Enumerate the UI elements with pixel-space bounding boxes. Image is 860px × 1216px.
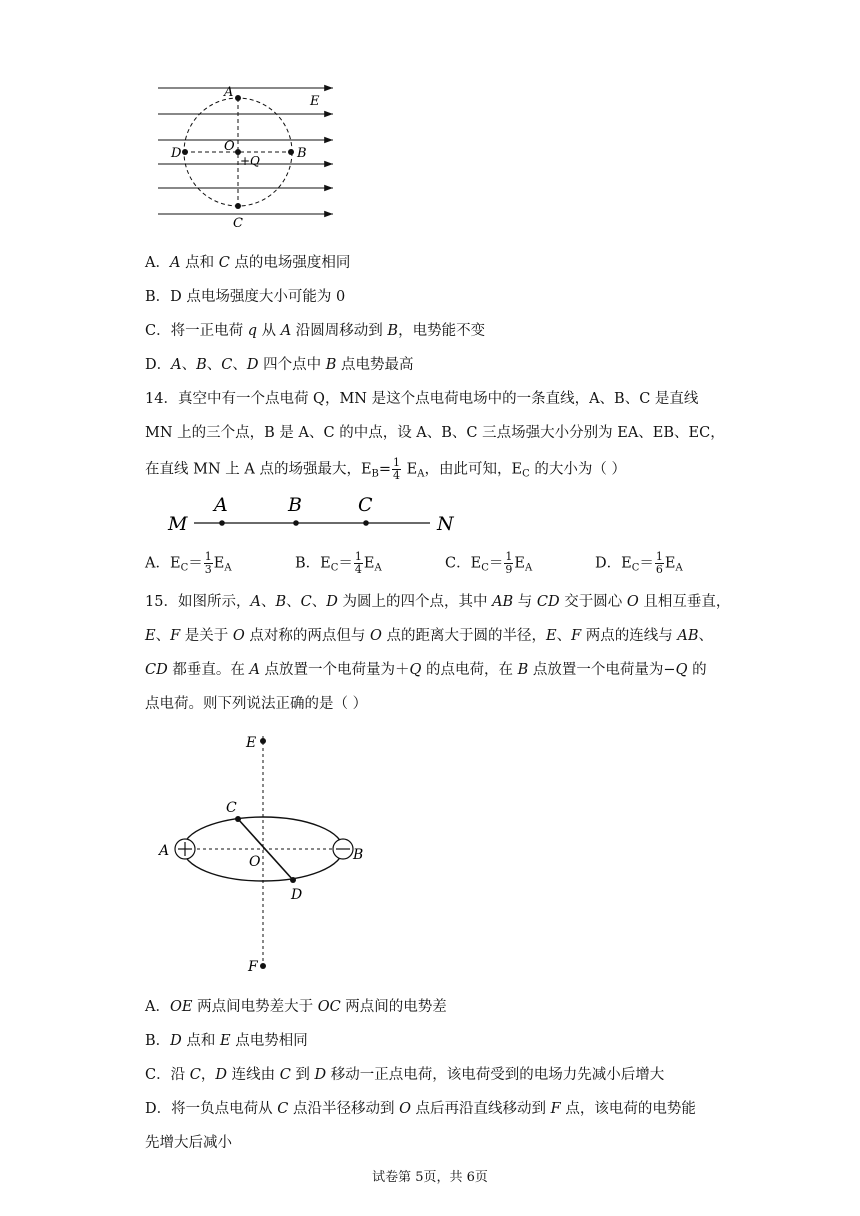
- italic-text: E: [220, 1033, 231, 1049]
- text: B．D 点电场强度大小可能为 0: [145, 289, 346, 305]
- text: 、: [311, 594, 327, 610]
- text: 点，该电荷的电势能: [560, 1101, 696, 1117]
- text: ＝: [639, 555, 654, 572]
- point-D: [182, 149, 188, 155]
- italic-text: C: [277, 1101, 289, 1117]
- denominator: 9: [505, 563, 513, 576]
- subscript: B: [371, 468, 379, 480]
- fraction: [354, 551, 363, 576]
- italic-text: O: [399, 1101, 411, 1117]
- text: 、: [232, 357, 247, 373]
- option-label: A．: [145, 255, 170, 271]
- label-F: F: [248, 959, 258, 975]
- q15-option-C: [145, 1065, 664, 1085]
- text: 点沿半径移动到: [288, 1101, 400, 1117]
- q15-option-D: [145, 1099, 696, 1119]
- text: 都垂直。在: [167, 662, 250, 678]
- text: E: [664, 555, 676, 572]
- text: E: [402, 461, 418, 478]
- italic-text: C: [189, 1067, 201, 1083]
- italic-text: C: [221, 357, 233, 373]
- text: D．E: [595, 555, 632, 572]
- label-C: C: [358, 494, 373, 516]
- text: C．将一正电荷: [145, 323, 248, 339]
- italic-text: A: [280, 323, 292, 339]
- text: 的点电荷，在: [421, 662, 518, 678]
- italic-text: D: [326, 594, 338, 610]
- text: 、: [698, 628, 713, 644]
- q14-option-C: [445, 551, 532, 579]
- italic-text: C: [218, 255, 230, 271]
- text: 、: [181, 357, 197, 373]
- italic-text: A: [249, 662, 260, 678]
- text: E: [213, 555, 225, 572]
- text: 、: [206, 357, 222, 373]
- text: 四个点中: [258, 357, 326, 373]
- italic-text: q: [247, 323, 257, 339]
- text: ，由此可知，E: [424, 461, 523, 478]
- label-D: D: [291, 887, 303, 903]
- point-B: [293, 520, 299, 526]
- text: 两点的连线与: [581, 628, 678, 644]
- label-A: A: [224, 85, 234, 100]
- numerator: 1: [204, 550, 212, 563]
- point-B: [288, 149, 294, 155]
- text: 两点间电势差大于: [192, 999, 318, 1015]
- q14-option-D: [595, 551, 683, 579]
- fraction: [655, 551, 664, 576]
- point-F: [260, 963, 266, 969]
- italic-text: D: [170, 1033, 182, 1049]
- text: 点放置一个电荷量为−: [528, 662, 676, 678]
- italic-text: C: [279, 1067, 291, 1083]
- label-O: O: [249, 854, 261, 870]
- text: 、: [556, 628, 572, 644]
- q14-line-2: MN 上的三个点，B 是 A、C 的中点，设 A、B、C 三点场强大小分别为 EA、EB、EC，: [145, 425, 725, 441]
- point-C: [235, 816, 241, 822]
- subscript: A: [374, 562, 382, 574]
- point-C: [363, 520, 369, 526]
- text: 点电势相同: [230, 1033, 308, 1049]
- italic-text: Q: [675, 662, 688, 678]
- text: E: [363, 555, 375, 572]
- text: 15．如图所示，: [145, 594, 251, 610]
- italic-text: B: [275, 594, 287, 610]
- italic-text: E: [145, 628, 156, 644]
- q15-line-2: [145, 626, 713, 646]
- label-B: B: [288, 494, 302, 516]
- denominator: 4: [354, 563, 362, 576]
- italic-text: OC: [317, 999, 341, 1015]
- italic-text: Q: [409, 662, 422, 678]
- q15-line-3: [145, 660, 707, 680]
- italic-text: CD: [145, 662, 168, 678]
- text: 、: [155, 628, 171, 644]
- q14-option-B: [295, 551, 382, 579]
- text: 、: [260, 594, 276, 610]
- numerator: 1: [505, 550, 513, 563]
- text: 点的电场强度相同: [229, 255, 351, 271]
- italic-text: D: [314, 1067, 327, 1083]
- text: E: [514, 555, 525, 572]
- page-footer: 试卷第 5页，共 6页: [372, 1170, 488, 1185]
- q15-option-A: [145, 997, 447, 1017]
- text: 在直线 MN 上 A 点的场强最大，E: [145, 461, 372, 478]
- text: 点后再沿直线移动到: [410, 1101, 551, 1117]
- text: 的: [687, 662, 707, 678]
- text: 移动一正点电荷，该电荷受到的电场力先减小后增大: [326, 1067, 665, 1083]
- numerator: 1: [354, 550, 362, 563]
- italic-text: C: [300, 594, 312, 610]
- italic-text: B: [517, 662, 529, 678]
- italic-text: CD: [536, 594, 560, 610]
- subscript: A: [524, 562, 533, 574]
- text: ＝: [338, 555, 353, 572]
- denominator: 3: [204, 563, 212, 576]
- subscript: C: [481, 562, 489, 574]
- q14-option-A: [145, 551, 232, 579]
- italic-text: D: [246, 357, 259, 373]
- q13-figure: [150, 78, 350, 233]
- text: 的大小为（ ）: [529, 461, 626, 478]
- denominator: 4: [393, 469, 401, 482]
- label-C: C: [226, 800, 237, 816]
- label-O: O: [224, 139, 235, 154]
- q15-line-1: [145, 592, 730, 612]
- fraction: [392, 457, 401, 482]
- label-B: B: [297, 146, 307, 161]
- italic-text: O: [369, 628, 382, 644]
- italic-text: B: [325, 357, 337, 373]
- text: 为圆上的四个点，其中: [337, 594, 493, 610]
- text: ＝: [188, 555, 203, 572]
- denominator: 6: [655, 563, 663, 576]
- q13-option-C: [145, 321, 485, 341]
- italic-text: OE: [169, 999, 193, 1015]
- label-N: N: [437, 513, 454, 534]
- text: 两点间的电势差: [340, 999, 447, 1015]
- label-M: M: [168, 513, 188, 534]
- italic-text: D: [215, 1067, 227, 1083]
- q14-line-3: [145, 457, 626, 485]
- italic-text: F: [170, 628, 181, 644]
- text: 、: [286, 594, 301, 610]
- text: ，电势能不变: [398, 323, 486, 339]
- text: 点对称的两点但与: [244, 628, 370, 644]
- text: 点和: [180, 255, 219, 271]
- label-E: E: [310, 94, 320, 109]
- q13-option-A: [145, 253, 350, 273]
- text: C．沿: [145, 1067, 190, 1083]
- numerator: 1: [655, 550, 663, 563]
- numerator: 1: [393, 456, 401, 469]
- q15-option-D-continued: 先增大后减小: [145, 1135, 232, 1151]
- text: A．: [145, 999, 170, 1015]
- subscript: C: [180, 562, 189, 574]
- text: 是关于: [180, 628, 233, 644]
- label-B: B: [353, 847, 364, 863]
- q15-figure: [155, 728, 375, 978]
- negative-charge-icon: [333, 839, 353, 859]
- label-C: C: [233, 216, 243, 231]
- text: 从: [257, 323, 281, 339]
- italic-text: B: [196, 357, 207, 373]
- fraction: [204, 551, 213, 576]
- point-C: [235, 203, 241, 209]
- italic-text: AB: [492, 594, 514, 610]
- text: =: [378, 461, 392, 478]
- point-A: [235, 95, 241, 101]
- q14-line-1: 14．真空中有一个点电荷 Q，MN 是这个点电荷电场中的一条直线，A、B、C 是直线: [145, 391, 699, 407]
- text: ＝: [488, 555, 504, 572]
- q15-line-4: 点电荷。则下列说法正确的是（ ）: [145, 696, 368, 712]
- italic-text: O: [626, 594, 639, 610]
- label-Q: +Q: [240, 154, 260, 168]
- positive-charge-icon: [175, 839, 195, 859]
- text: B．: [145, 1033, 171, 1049]
- subscript: A: [224, 562, 232, 574]
- text: 连线由: [226, 1067, 280, 1083]
- point-D: [290, 877, 296, 883]
- subscript: C: [522, 468, 530, 480]
- text: 与: [513, 594, 537, 610]
- fraction: [504, 551, 513, 576]
- italic-text: E: [545, 628, 557, 644]
- text: B．E: [295, 555, 331, 572]
- text: 沿圆周移动到: [291, 323, 388, 339]
- q14-figure: [160, 494, 470, 534]
- italic-text: F: [550, 1101, 561, 1117]
- text: 点和: [181, 1033, 221, 1049]
- italic-text: A: [250, 594, 261, 610]
- subscript: A: [417, 468, 425, 480]
- text: 且相互垂直，: [638, 594, 731, 610]
- italic-text: B: [387, 323, 399, 339]
- point-E: [260, 738, 266, 744]
- italic-text: A: [171, 357, 182, 373]
- text: 到: [290, 1067, 315, 1083]
- text: 点放置一个电荷量为＋: [259, 662, 410, 678]
- italic-text: AB: [677, 628, 699, 644]
- text: 点的距离大于圆的半径，: [381, 628, 546, 644]
- text: 交于圆心: [559, 594, 627, 610]
- q15-option-B: [145, 1031, 308, 1051]
- italic-text: O: [232, 628, 245, 644]
- label-E: E: [246, 735, 257, 751]
- subscript: A: [675, 562, 683, 574]
- italic-text: A: [169, 255, 181, 271]
- subscript: C: [330, 562, 339, 574]
- label-D: D: [171, 146, 182, 161]
- italic-text: F: [571, 628, 582, 644]
- text: ，: [200, 1067, 216, 1083]
- q13-option-D: [145, 355, 414, 375]
- q13-option-B: [145, 287, 345, 307]
- label-A: A: [159, 843, 170, 859]
- point-A: [219, 520, 225, 526]
- subscript: C: [631, 562, 640, 574]
- text: A．E: [145, 555, 181, 572]
- text: D．: [145, 357, 172, 373]
- text: C．E: [445, 555, 482, 572]
- text: D．将一负点电荷从: [145, 1101, 278, 1117]
- text: 点电势最高: [336, 357, 414, 373]
- label-A: A: [214, 494, 228, 516]
